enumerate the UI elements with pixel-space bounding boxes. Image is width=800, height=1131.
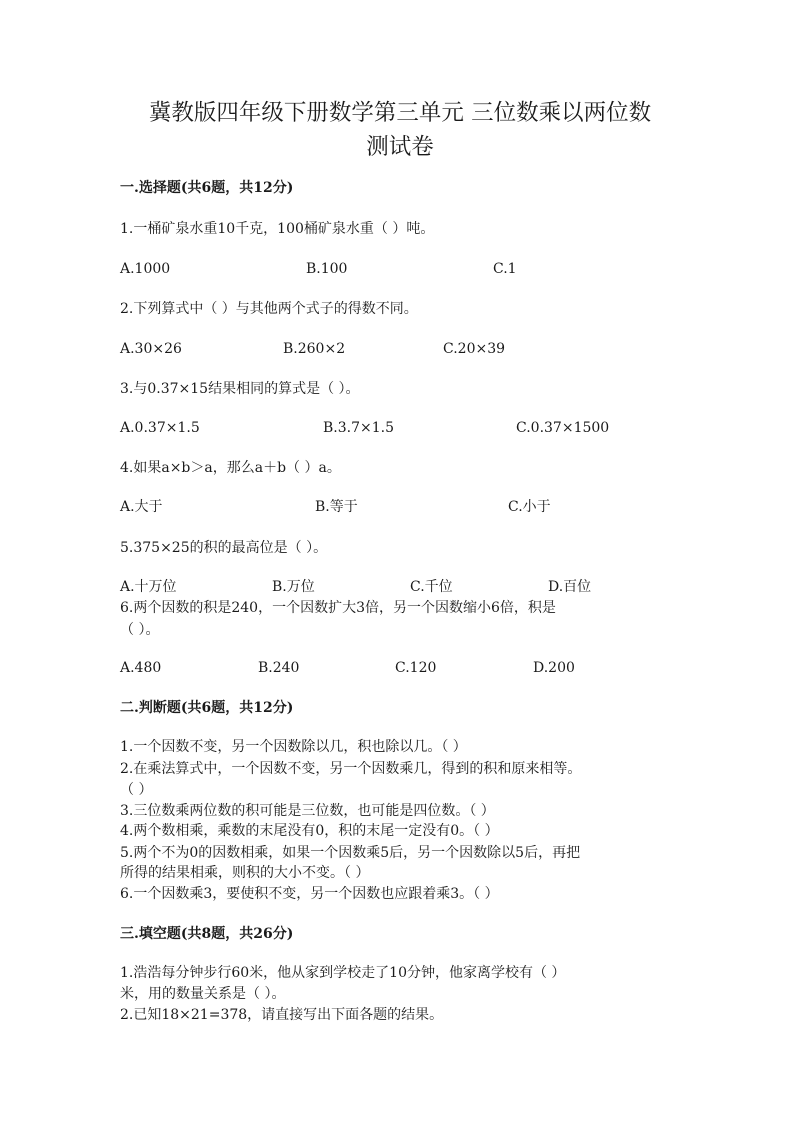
question-6-option-d: D.200 [533,660,575,676]
question-6-line-2: （ ）。 [120,622,160,638]
section-3-heading: 三.填空题(共8题，共26分) [120,926,294,942]
question-6-option-a: A.480 [120,660,162,676]
question-4-option-b: B.等于 [315,499,358,515]
judge-line-4: 3.三位数乘两位数的积可能是三位数，也可能是四位数。（ ） [120,803,495,819]
question-5-option-c: C.千位 [410,579,453,595]
fill-line-3: 2.已知18×21=378，请直接写出下面各题的结果。 [120,1007,444,1023]
question-4: 4.如果a×b＞a，那么a＋b（ ）a。 [120,460,341,476]
fill-line-1: 1.浩浩每分钟步行60米，他从家到学校走了10分钟，他家离学校有（ ） [120,965,566,981]
question-6-option-c: C.120 [395,660,437,676]
question-1-option-b: B.100 [306,261,348,277]
question-1-option-c: C.1 [493,261,517,277]
judge-line-2: 2.在乘法算式中，一个因数不变，另一个因数乘几，得到的积和原来相等。 [120,761,582,777]
section-2-heading: 二.判断题(共6题，共12分) [120,700,294,716]
question-5-option-b: B.万位 [272,579,315,595]
question-6-line-1: 6.两个因数的积是240，一个因数扩大3倍，另一个因数缩小6倍，积是 [120,600,556,616]
question-3: 3.与0.37×15结果相同的算式是（ ）。 [120,381,360,397]
section-1-heading: 一.选择题(共6题，共12分) [120,180,294,196]
question-5: 5.375×25的积的最高位是（ ）。 [120,540,328,556]
question-2-option-a: A.30×26 [120,341,182,357]
judge-line-3: （ ） [120,782,153,798]
question-3-option-c: C.0.37×1500 [516,420,610,436]
question-4-option-a: A.大于 [120,499,163,515]
question-3-option-a: A.0.37×1.5 [120,420,200,436]
question-2: 2.下列算式中（ ）与其他两个式子的得数不同。 [120,301,418,317]
question-2-option-c: C.20×39 [443,341,506,357]
question-5-option-d: D.百位 [548,579,592,595]
judge-line-1: 1.一个因数不变，另一个因数除以几，积也除以几。（ ） [120,739,467,755]
page-title-line-1: 冀教版四年级下册数学第三单元 三位数乘以两位数 [148,100,652,126]
question-6-option-b: B.240 [258,660,300,676]
question-3-option-b: B.3.7×1.5 [323,420,394,436]
question-4-option-c: C.小于 [508,499,551,515]
question-2-option-b: B.260×2 [283,341,346,357]
question-1: 1.一桶矿泉水重10千克，100桶矿泉水重（ ）吨。 [120,221,435,237]
question-5-option-a: A.十万位 [120,579,177,595]
judge-line-7: 所得的结果相乘，则积的大小不变。（ ） [120,865,370,881]
judge-line-5: 4.两个数相乘，乘数的末尾没有0，积的末尾一定没有0。（ ） [120,823,499,839]
question-1-option-a: A.1000 [120,261,171,277]
judge-line-6: 5.两个不为0的因数相乘，如果一个因数乘5后，另一个因数除以5后，再把 [120,845,581,861]
fill-line-2: 米，用的数量关系是（ ）。 [120,986,286,1002]
page-title-line-2: 测试卷 [366,134,434,160]
judge-line-8: 6.一个因数乘3，要使积不变，另一个因数也应跟着乘3。（ ） [120,886,499,902]
